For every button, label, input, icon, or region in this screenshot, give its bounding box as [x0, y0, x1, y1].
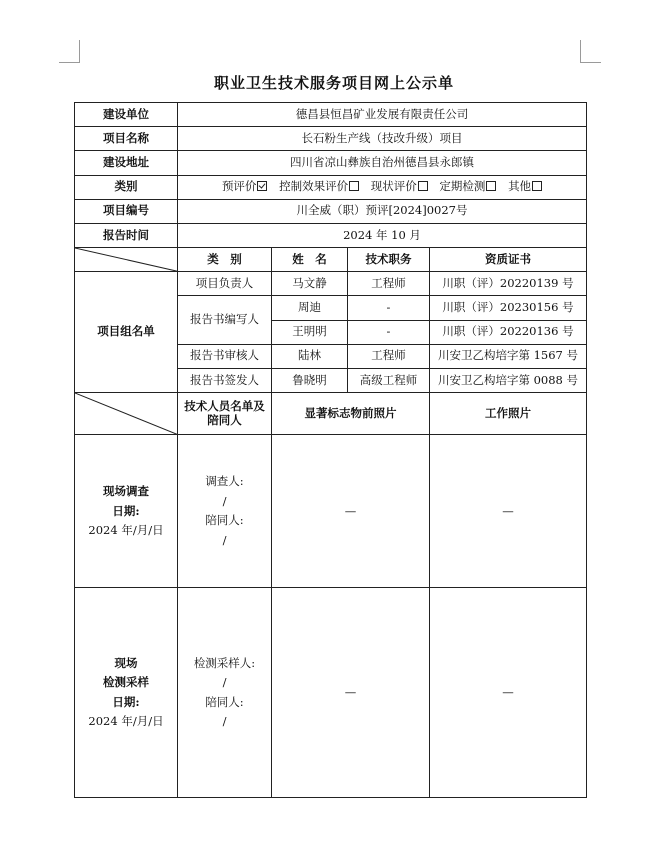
member-certificate: 川职（评）20220136 号 — [430, 320, 587, 344]
team-row — [75, 272, 587, 296]
option-periodic-detection-label: 定期检测 — [439, 179, 486, 194]
work-photo-header: 工作照片 — [430, 393, 587, 435]
row-construction-unit — [75, 103, 587, 127]
member-name: 鲁晓明 — [272, 368, 348, 392]
member-role: 报告书审核人 — [178, 344, 272, 368]
category-label: 类别 — [75, 175, 178, 199]
member-name: 陆林 — [272, 344, 348, 368]
row-construction-address — [75, 151, 587, 175]
option-control-effect-label: 控制效果评价 — [279, 179, 349, 194]
companion-label: 陪同人: — [205, 694, 244, 709]
member-title: - — [348, 320, 430, 344]
survey-staff-cell — [178, 435, 272, 588]
crop-mark-top-left — [59, 40, 80, 63]
site-sampling-date: 2024 年/月/日 — [88, 714, 164, 729]
construction-unit-value: 德昌县恒昌矿业发展有限责任公司 — [178, 103, 587, 127]
team-header-certificate: 资质证书 — [430, 248, 587, 272]
sampling-work-photo: — — [430, 588, 587, 798]
member-name: 周迪 — [272, 296, 348, 320]
team-list-label: 项目组名单 — [75, 272, 178, 393]
construction-address-label: 建设地址 — [75, 151, 178, 175]
diagonal-header-cell — [75, 393, 178, 435]
checkbox-icon — [486, 181, 496, 191]
site-sampling-cell — [75, 588, 178, 798]
sampler-value: / — [222, 675, 227, 690]
checked-checkbox-icon — [257, 181, 267, 191]
project-name-label: 项目名称 — [75, 127, 178, 151]
diagonal-line — [75, 393, 177, 434]
publicity-form-table — [74, 102, 587, 798]
site-survey-cell — [75, 435, 178, 588]
row-report-time — [75, 223, 587, 247]
sampler-label: 检测采样人: — [193, 655, 256, 670]
option-periodic-detection — [439, 179, 496, 193]
sampling-landmark-photo: — — [272, 588, 430, 798]
site-sampling-row — [75, 588, 587, 798]
member-title: - — [348, 296, 430, 320]
member-certificate: 川职（评）20230156 号 — [430, 296, 587, 320]
option-pre-evaluation-label: 预评价 — [221, 179, 257, 194]
member-certificate: 川职（评）20220139 号 — [430, 272, 587, 296]
site-sampling-date-label: 日期: — [112, 694, 140, 709]
option-other-label: 其他 — [508, 179, 532, 194]
team-header-category: 类 别 — [178, 248, 272, 272]
team-header-name: 姓 名 — [272, 248, 348, 272]
diagonal-line — [75, 248, 177, 271]
option-control-effect-evaluation — [279, 179, 359, 193]
row-project-name — [75, 127, 587, 151]
investigator-label: 调查人: — [205, 474, 244, 489]
checkbox-icon — [418, 181, 428, 191]
member-name: 王明明 — [272, 320, 348, 344]
report-time-label: 报告时间 — [75, 223, 178, 247]
option-pre-evaluation — [222, 179, 268, 193]
site-sampling-label-line1: 现场 — [114, 655, 138, 670]
project-number-value: 川全威（职）预评[2024]0027号 — [178, 199, 587, 223]
companion-value: / — [222, 714, 227, 729]
team-header-row — [75, 248, 587, 272]
diagonal-header-cell — [75, 248, 178, 272]
category-options — [178, 175, 587, 199]
member-certificate: 川安卫乙构培字第 1567 号 — [430, 344, 587, 368]
project-name-value: 长石粉生产线（技改升级）项目 — [178, 127, 587, 151]
survey-landmark-photo: — — [272, 435, 430, 588]
sampling-staff-cell — [178, 588, 272, 798]
member-name: 马文静 — [272, 272, 348, 296]
photo-header-row — [75, 393, 587, 435]
checkbox-icon — [532, 181, 542, 191]
crop-mark-top-right — [580, 40, 601, 63]
report-time-value: 2024 年 10 月 — [178, 223, 587, 247]
construction-address-value: 四川省凉山彝族自治州德昌县永郎镇 — [178, 151, 587, 175]
team-header-title: 技术职务 — [348, 248, 430, 272]
companion-label: 陪同人: — [205, 513, 244, 528]
companion-value: / — [222, 532, 227, 547]
site-survey-label: 现场调查 — [103, 484, 149, 499]
option-status-evaluation — [371, 179, 428, 193]
landmark-photo-header: 显著标志物前照片 — [272, 393, 430, 435]
checkbox-icon — [349, 181, 359, 191]
member-certificate: 川安卫乙构培字第 0088 号 — [430, 368, 587, 392]
member-role: 报告书签发人 — [178, 368, 272, 392]
project-number-label: 项目编号 — [75, 199, 178, 223]
staff-list-header: 技术人员名单及陪同人 — [178, 393, 272, 435]
site-survey-row — [75, 435, 587, 588]
member-role-editor: 报告书编写人 — [178, 296, 272, 344]
option-other — [508, 179, 542, 193]
member-title: 高级工程师 — [348, 368, 430, 392]
site-sampling-label-line2: 检测采样 — [103, 675, 149, 690]
member-title: 工程师 — [348, 272, 430, 296]
option-status-evaluation-label: 现状评价 — [370, 179, 417, 194]
row-category — [75, 175, 587, 199]
document-title: 职业卫生技术服务项目网上公示单 — [213, 74, 454, 92]
member-role: 项目负责人 — [178, 272, 272, 296]
survey-work-photo: — — [430, 435, 587, 588]
construction-unit-label: 建设单位 — [75, 103, 178, 127]
site-survey-date-label: 日期: — [112, 503, 140, 518]
member-title: 工程师 — [348, 344, 430, 368]
investigator-value: / — [222, 493, 227, 508]
site-survey-date: 2024 年/月/日 — [88, 523, 164, 538]
row-project-number — [75, 199, 587, 223]
